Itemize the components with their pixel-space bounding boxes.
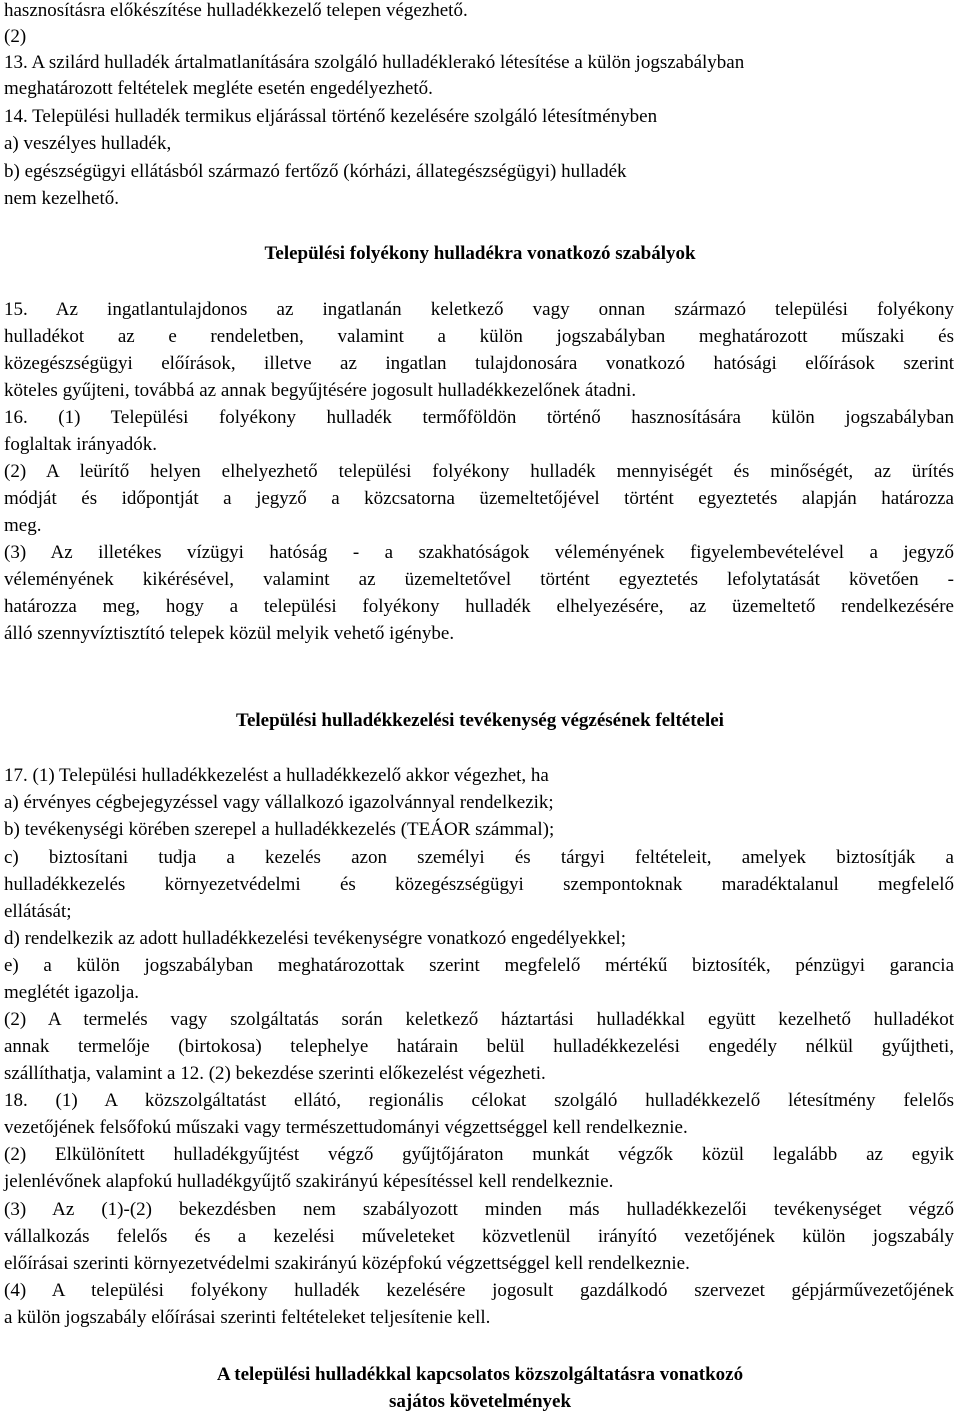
text-line: 16. (1) Települési folyékony hulladék termőföldön történő hasznosítására külön jogszabályban — [4, 407, 954, 428]
text-line: hasznosításra előkészítése hulladékkezelő telepen végezhető. — [4, 0, 468, 21]
text-line: álló szennyvíztisztító telepek közül melyik vehető igénybe. — [4, 623, 455, 644]
text-line: 14. Települési hulladék termikus eljárással történő kezelésére szolgáló létesítményben — [4, 106, 658, 127]
section-heading: A települési hulladékkal kapcsolatos közszolgáltatásra vonatkozó — [216, 1364, 744, 1385]
text-line: (3) Az (1)-(2) bekezdésben nem szabályozott minden más hulladékkezelői tevékenységet végző — [4, 1199, 954, 1220]
text-line: annak termelője (birtokosa) telephelye határain belül hulladékkezelési engedély nélkül gyűjtheti, — [4, 1036, 954, 1057]
text-line: (2) — [4, 26, 27, 47]
text-line: 15. Az ingatlantulajdonos az ingatlanán keletkező vagy onnan származó települési folyékony — [4, 299, 954, 320]
text-line: vállalkozás felelős és a kezelési műveleteket közvetlenül irányító vezetőjének külön jogszabály — [4, 1226, 954, 1247]
text-line: módját és időpontját a jegyző a közcsatorna üzemeltetőjével történt egyeztetés alapján határozza — [4, 488, 954, 509]
text-line: meg. — [4, 515, 42, 536]
section-heading: Települési folyékony hulladékra vonatkozó szabályok — [264, 243, 696, 264]
text-line: 18. (1) A közszolgáltatást ellátó, regionális célokat szolgáló hulladékkezelő létesítmény felelős — [4, 1090, 954, 1111]
text-line: (2) Elkülönített hulladékgyűjtést végző gyűjtőjáraton munkát végzők közül legalább az egyik — [4, 1144, 954, 1165]
text-line: véleményének kikérésével, valamint az üzemeltetővel történt egyeztetés lefolytatását követően - — [4, 569, 954, 590]
text-line: vezetőjének felsőfokú műszaki vagy természettudományi végzettséggel kell rendelkeznie. — [4, 1117, 688, 1138]
text-line: a) veszélyes hulladék, — [4, 133, 172, 154]
text-line: 13. A szilárd hulladék ártalmatlanítására szolgáló hulladéklerakó létesítése a külön jogszabályban — [4, 52, 745, 73]
text-line: hulladékkezelés környezetvédelmi és közegészségügyi szempontoknak maradéktalanul megfelelő — [4, 874, 954, 895]
text-line: határozza meg, hogy a települési folyékony hulladék elhelyezésére, az üzemeltető rendelkezésére — [4, 596, 954, 617]
text-line: köteles gyűjteni, továbbá az annak begyűjtésére jogosult hulladékkezelőnek átadni. — [4, 380, 637, 401]
text-line: jelenlévőnek alapfokú hulladékgyűjtő szakirányú képesítéssel kell rendelkeznie. — [4, 1171, 614, 1192]
section-heading: sajátos követelmények — [388, 1391, 572, 1412]
text-line: b) egészségügyi ellátásból származó fertőző (kórházi, állategészségügyi) hulladék — [4, 161, 627, 182]
text-line: meghatározott feltételek megléte esetén engedélyezhető. — [4, 78, 433, 99]
text-line: (2) A termelés vagy szolgáltatás során keletkező háztartási hulladékkal együtt kezelhető hulladékot — [4, 1009, 954, 1030]
text-line: előírásai szerinti környezetvédelmi szakirányú középfokú végzettséggel kell rendelkeznie. — [4, 1253, 690, 1274]
text-line: e) a külön jogszabályban meghatározottak szerint megfelelő mértékű biztosíték, pénzügyi garancia — [4, 955, 954, 976]
text-line: nem kezelhető. — [4, 188, 120, 209]
text-line: ellátását; — [4, 901, 72, 922]
text-line: d) rendelkezik az adott hulladékkezelési tevékenységre vonatkozó engedélyekkel; — [4, 928, 626, 949]
text-line: közegészségügyi előírások, illetve az ingatlan tulajdonosára vonatkozó hatósági előírások szerint — [4, 353, 954, 374]
text-line: b) tevékenységi körében szerepel a hulladékkezelés (TEÁOR számmal); — [4, 819, 555, 840]
text-line: hulladékot az e rendeletben, valamint a külön jogszabályban meghatározott műszaki és — [4, 326, 954, 347]
text-line: c) biztosítani tudja a kezelés azon személyi és tárgyi feltételeit, amelyek biztosítják a — [4, 847, 954, 868]
section-heading: Települési hulladékkezelési tevékenység végzésének feltételei — [236, 710, 724, 731]
text-line: a) érvényes cégbejegyzéssel vagy vállalkozó igazolvánnyal rendelkezik; — [4, 792, 554, 813]
text-line: (2) A leürítő helyen elhelyezhető települési folyékony hulladék mennyiségét és minőségét, az ürítés — [4, 461, 954, 482]
text-line: 17. (1) Települési hulladékkezelést a hulladékkezelő akkor végezhet, ha — [4, 765, 549, 786]
text-line: (4) A települési folyékony hulladék kezelésére jogosult gazdálkodó szervezet gépjárművezetőjének — [4, 1280, 954, 1301]
text-line: a külön jogszabály előírásai szerinti feltételeket teljesítenie kell. — [4, 1307, 491, 1328]
text-line: foglaltak irányadók. — [4, 434, 158, 455]
text-line: meglétét igazolja. — [4, 982, 140, 1003]
text-line: szállíthatja, valamint a 12. (2) bekezdése szerinti előkezelést végezheti. — [4, 1063, 546, 1084]
text-line: (3) Az illetékes vízügyi hatóság - a szakhatóságok véleményének figyelembevételével a jegyző — [4, 542, 954, 563]
